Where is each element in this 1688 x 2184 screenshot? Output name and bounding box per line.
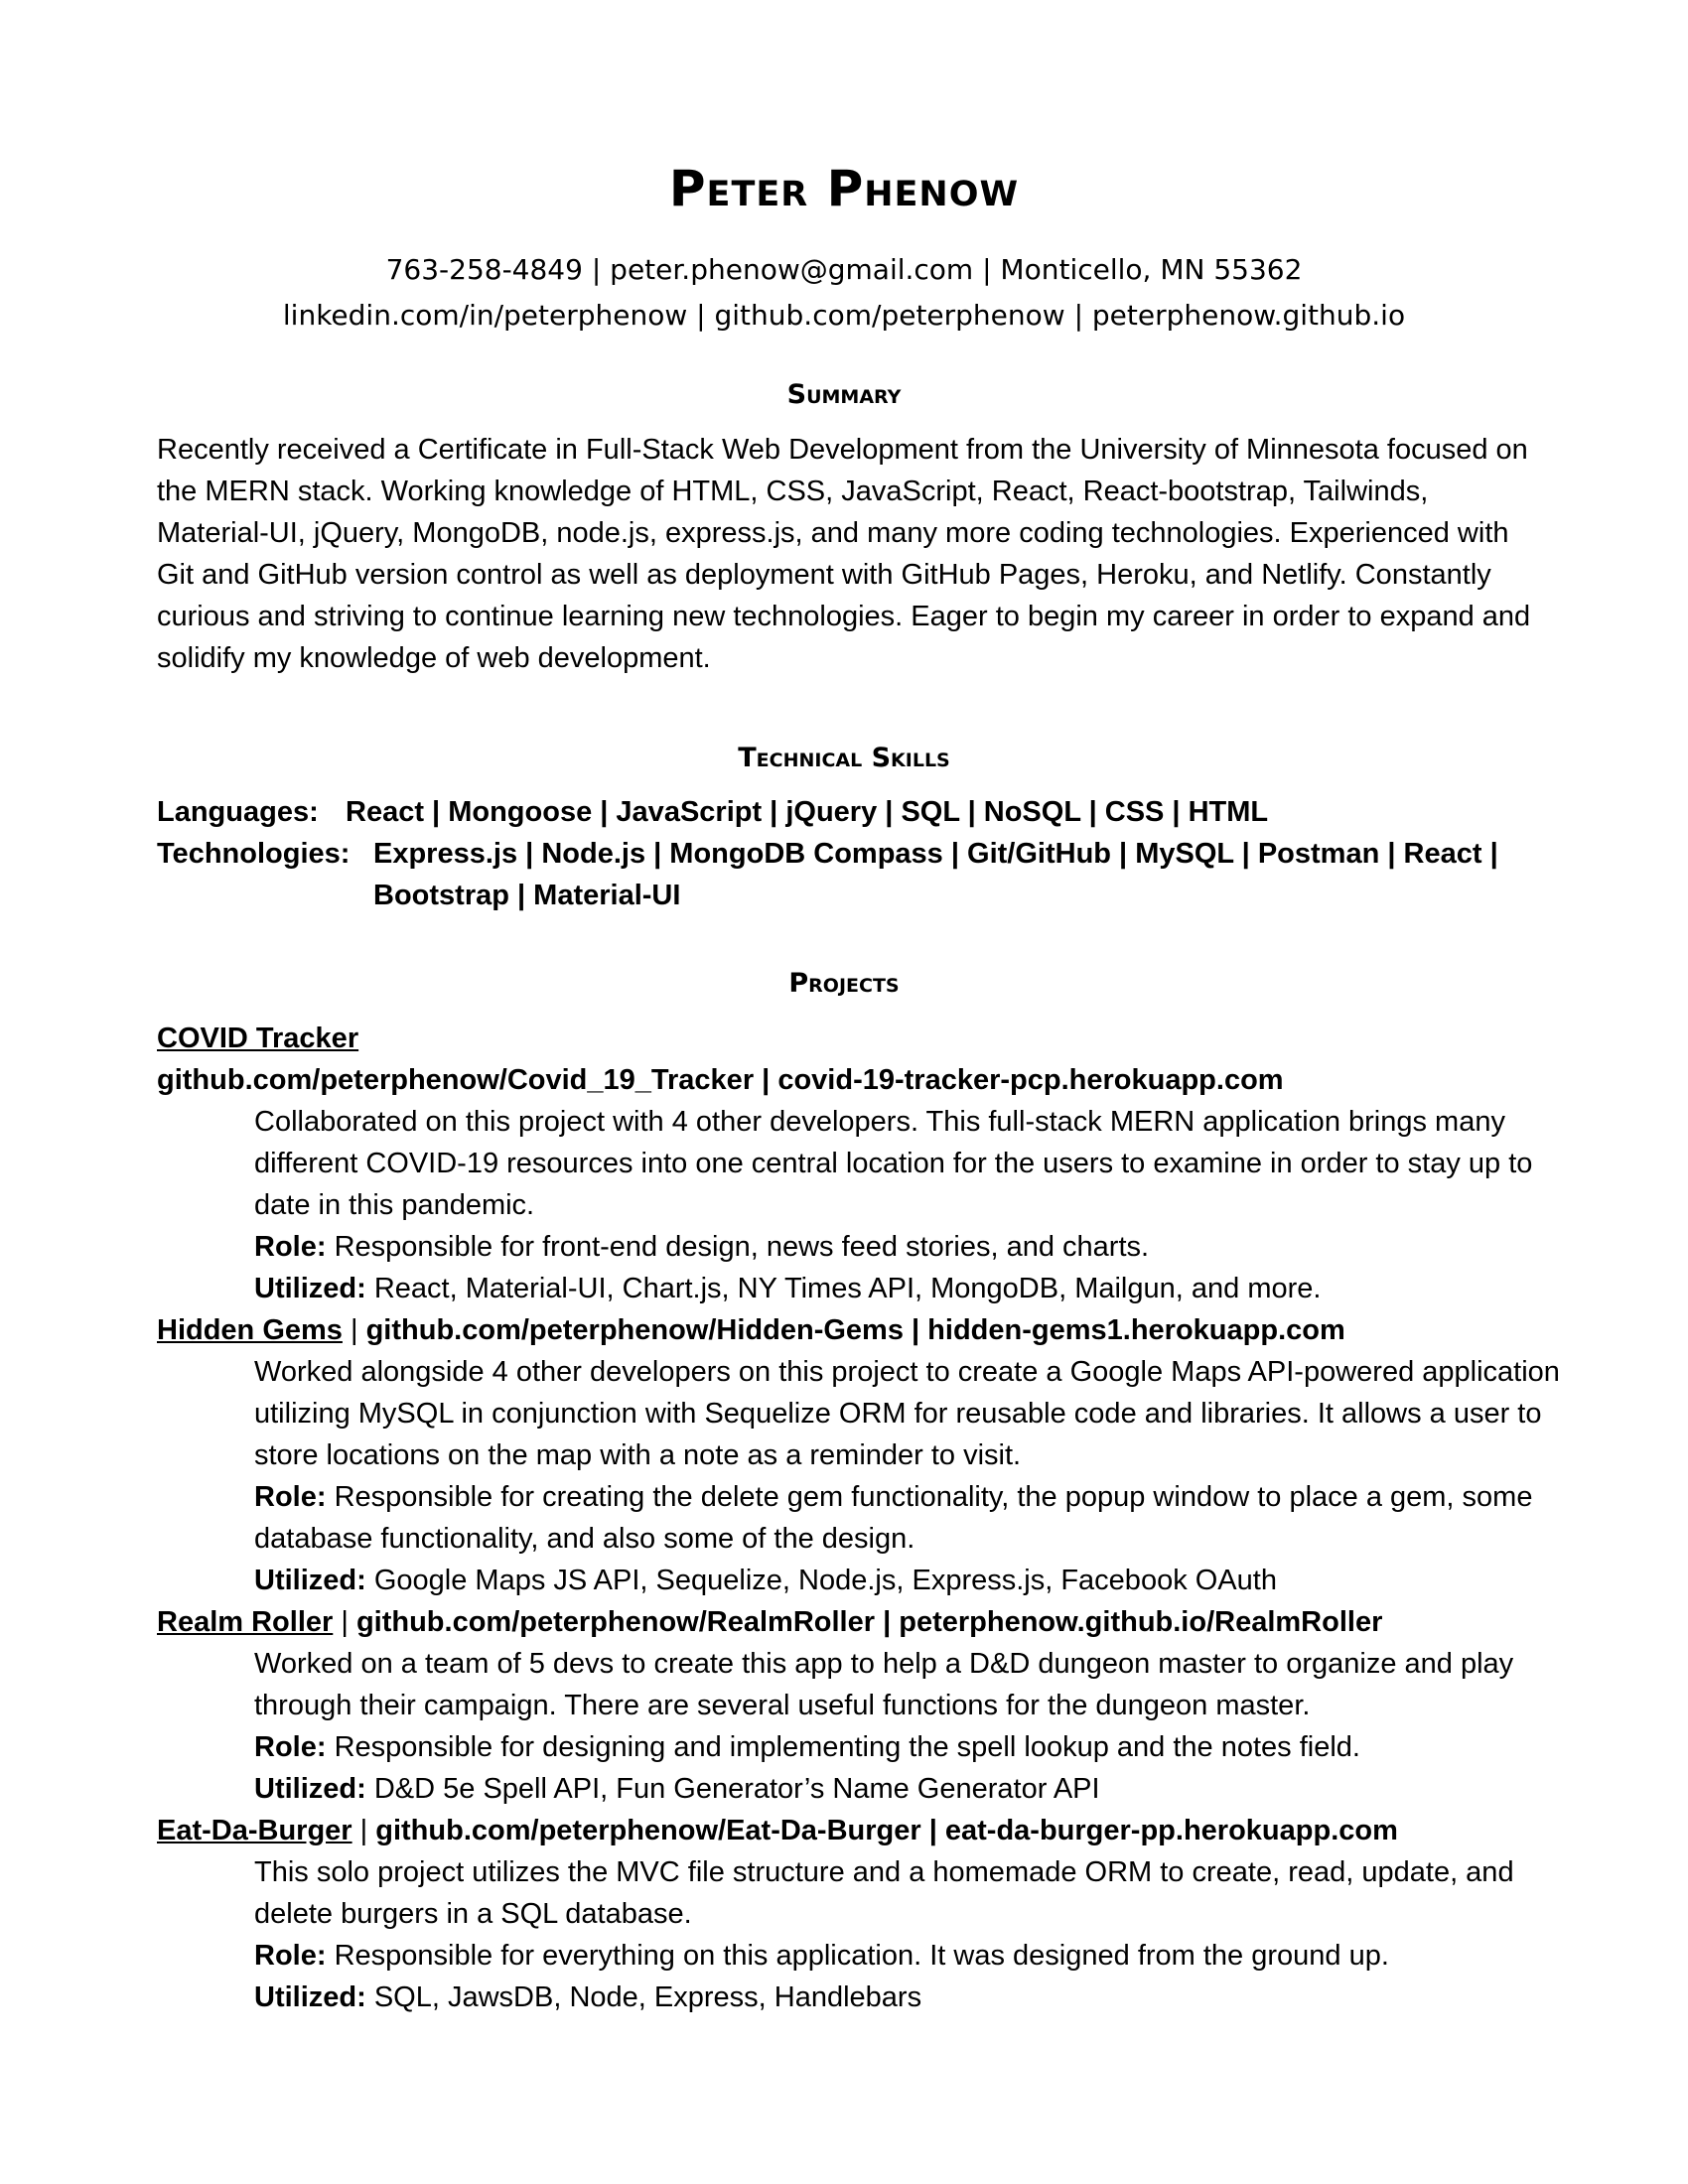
project-hidden-gems: [157, 1309, 1567, 1601]
utilized-label: Utilized:: [254, 1773, 366, 1805]
title-separator: |: [342, 1314, 366, 1346]
technologies-list: Express.js | Node.js | MongoDB Compass | Git/GitHub | MySQL | Postman | React | Bootstrap | Material-UI: [373, 838, 1498, 911]
project-utilized: [157, 1768, 1567, 1810]
title-separator: |: [333, 1606, 356, 1638]
languages-list: React | Mongoose | JavaScript | jQuery | SQL | NoSQL | CSS | HTML: [346, 796, 1269, 828]
technologies-row: [157, 833, 1567, 916]
project-description: Collaborated on this project with 4 other developers. This full-stack MERN application brings many different COVID-19 resources into one central location for the users to examine in order to stay up to date in this pandemic.: [254, 1106, 1533, 1221]
utilized-text: D&D 5e Spell API, Fun Generator’s Name Generator API: [373, 1773, 1100, 1805]
project-utilized: [157, 1268, 1567, 1309]
role-text: Responsible for designing and implementing the spell lookup and the notes field.: [334, 1731, 1360, 1763]
project-links-hidden-gems[interactable]: github.com/peterphenow/Hidden-Gems | hidden-gems1.herokuapp.com: [365, 1314, 1345, 1346]
project-utilized: [157, 1977, 1567, 2018]
skills-heading: Technical Skills: [738, 743, 950, 773]
project-utilized: [157, 1560, 1567, 1601]
utilized-text: React, Material-UI, Chart.js, NY Times API, MongoDB, Mailgun, and more.: [373, 1273, 1322, 1304]
project-role: [157, 1476, 1567, 1560]
role-label: Role:: [254, 1481, 327, 1513]
project-links-covid-tracker[interactable]: github.com/peterphenow/Covid_19_Tracker | covid-19-tracker-pcp.herokuapp.com: [157, 1064, 1284, 1096]
project-description: Worked alongside 4 other developers on this project to create a Google Maps API-powered application utilizing MySQL in conjunction with Sequelize ORM for reusable code and libraries. It allows a user to store locations on the map with a note as a reminder to visit.: [254, 1356, 1560, 1471]
contact-line-1: 763-258-4849 | peter.phenow@gmail.com | Monticello, MN 55362: [385, 253, 1303, 286]
projects-heading: Projects: [788, 968, 900, 999]
project-role: [157, 1226, 1567, 1268]
title-separator: |: [352, 1815, 376, 1846]
role-text: Responsible for creating the delete gem functionality, the popup window to place a gem, some database functionality, and also some of the design.: [254, 1481, 1533, 1555]
role-text: Responsible for everything on this application. It was designed from the ground up.: [334, 1940, 1389, 1972]
project-name-covid-tracker[interactable]: COVID Tracker: [157, 1023, 359, 1054]
role-label: Role:: [254, 1231, 327, 1263]
role-label: Role:: [254, 1731, 327, 1763]
contact-line-2: linkedin.com/in/peterphenow | github.com/peterphenow | peterphenow.github.io: [282, 299, 1406, 332]
technologies-label: Technologies:: [157, 838, 351, 870]
languages-row: [157, 791, 1567, 833]
languages-label: Languages:: [157, 796, 319, 828]
candidate-name: Peter Phenow: [668, 160, 1020, 217]
summary-text: Recently received a Certificate in Full-Stack Web Development from the University of Minnesota focused on the MERN stack. Working knowledge of HTML, CSS, JavaScript, React, React-bootstrap, Tailwinds, Material-UI, jQuery, MongoDB, node.js, express.js, and many more coding technologies. Experienced with Git and GitHub version control as well as deployment with GitHub Pages, Heroku, and Netlify. Constantly curious and striving to continue learning new technologies. Eager to begin my career in order to expand and solidify my knowledge of web development.: [157, 434, 1531, 674]
role-label: Role:: [254, 1940, 327, 1972]
project-name-eat-da-burger[interactable]: Eat-Da-Burger: [157, 1815, 352, 1846]
utilized-label: Utilized:: [254, 1565, 366, 1596]
project-realm-roller: [157, 1601, 1567, 1810]
project-role: [157, 1935, 1567, 1977]
skills-block: [157, 791, 1567, 916]
utilized-text: Google Maps JS API, Sequelize, Node.js, Express.js, Facebook OAuth: [373, 1565, 1277, 1596]
project-eat-da-burger: [157, 1810, 1567, 2018]
utilized-label: Utilized:: [254, 1273, 366, 1304]
role-text: Responsible for front-end design, news feed stories, and charts.: [334, 1231, 1150, 1263]
summary-heading: Summary: [786, 379, 902, 410]
project-role: [157, 1726, 1567, 1768]
project-covid-tracker: [157, 1018, 1567, 1309]
project-links-eat-da-burger[interactable]: github.com/peterphenow/Eat-Da-Burger | eat-da-burger-pp.herokuapp.com: [375, 1815, 1398, 1846]
project-name-hidden-gems[interactable]: Hidden Gems: [157, 1314, 343, 1346]
utilized-text: SQL, JawsDB, Node, Express, Handlebars: [373, 1981, 922, 2013]
project-links-realm-roller[interactable]: github.com/peterphenow/RealmRoller | peterphenow.github.io/RealmRoller: [355, 1606, 1383, 1638]
project-description: This solo project utilizes the MVC file structure and a homemade ORM to create, read, update, and delete burgers in a SQL database.: [254, 1856, 1514, 1930]
utilized-label: Utilized:: [254, 1981, 366, 2013]
project-description: Worked on a team of 5 devs to create this app to help a D&D dungeon master to organize and play through their campaign. There are several useful functions for the dungeon master.: [254, 1648, 1514, 1721]
project-name-realm-roller[interactable]: Realm Roller: [157, 1606, 334, 1638]
projects-list: [157, 1018, 1567, 2018]
